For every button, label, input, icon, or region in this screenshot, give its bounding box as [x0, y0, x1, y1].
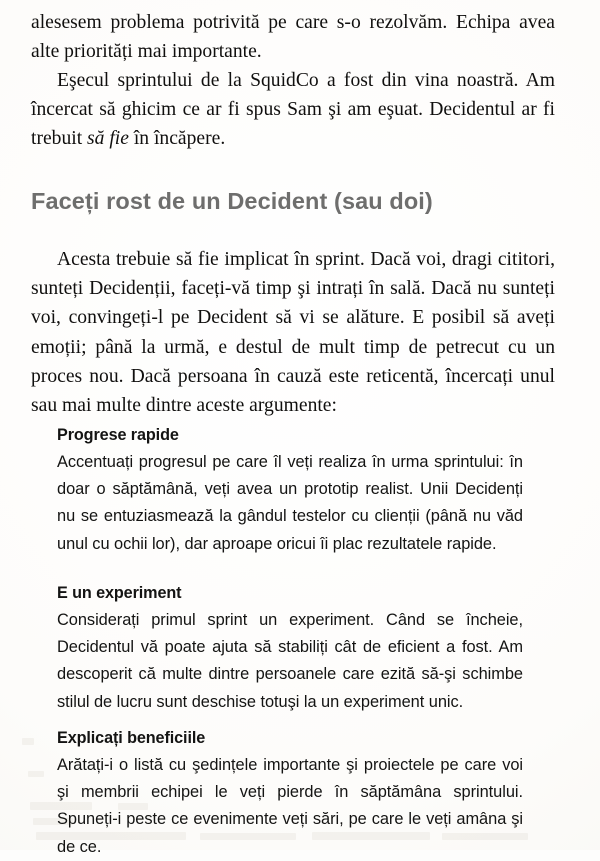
argument-body: Considerați primul sprint un experiment. Când se încheie, Decidentul vă poate ajuta să stabiliți cât de eficient a fost. Am descoperit că multe dintre persoanele care ezită să-şi schimbe stilul de lucru sunt deschise totuşi la un experiment unic. — [57, 611, 523, 711]
argument-block-explicati-beneficiile — [57, 728, 523, 861]
argument-title: E un experiment — [57, 584, 182, 602]
argument-body: Arătați-i o listă cu şedințele importante şi proiectele pe care voi şi membrii echipei le veți pierde în săptămâna sprintului. Spuneți-i peste ce evenimente veți sări, pe care le veți amâna şi de ce. — [57, 756, 523, 856]
paragraph-2-text-before-italic: Eşecul sprintului de la SquidCo a fost din vina noastră. Am încercat să ghicim ce ar fi spus Sam şi am eşuat. Decidentul ar fi trebuit — [31, 70, 555, 150]
argument-block-e-un-experiment — [57, 583, 523, 716]
body-paragraph-1: alesesem problema potrivită pe care s-o rezolvăm. Echipa avea alte priorități mai importante. — [31, 12, 555, 63]
body-paragraph-3: Acesta trebuie să fie implicat în sprint. Dacă voi, dragi cititori, sunteți Decidenții, faceți-vă timp şi intrați în sală. Dacă nu sunteți voi, convingeți-l pe Decident să vi se alăture. E posibil să aveți emoții; până la urmă, e destul de mult timp de petrecut cu un proces nou. Dacă persoana în cauză este reticentă, încercați unul sau mai multe dintre aceste argumente: — [31, 249, 555, 417]
paragraph-2-text-after-italic: în încăpere. — [128, 128, 226, 150]
argument-title: Explicați beneficiile — [57, 729, 206, 747]
argument-title: Progrese rapide — [57, 426, 179, 444]
argument-body: Accentuați progresul pe care îl veți realiza în urma sprintului: în doar o săptămână, veți avea un prototip realist. Unii Decidenți nu se entuziasmează la gândul testelor cu clienții (până nu văd unul cu ochii lor), dar aproape oricui îi plac rezultatele rapide. — [57, 453, 523, 553]
body-paragraph-2 — [31, 66, 555, 154]
argument-block-progrese-rapide — [57, 425, 523, 558]
section-heading: Faceți rost de un Decident (sau doi) — [31, 188, 433, 214]
paragraph-2-italic-phrase: să fie — [87, 128, 129, 150]
